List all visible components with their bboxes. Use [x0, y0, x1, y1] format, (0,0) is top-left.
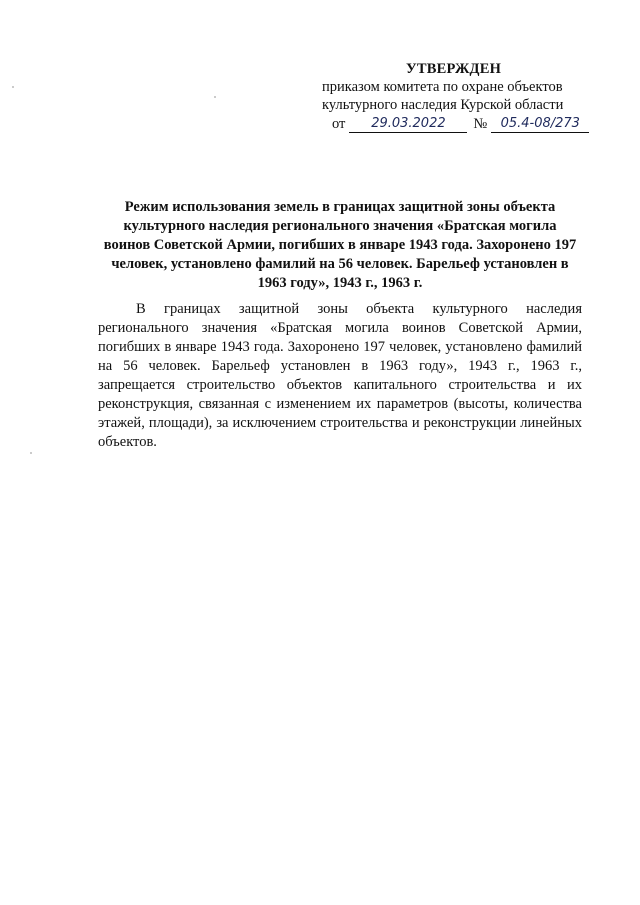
order-issuer-line-1: приказом комитета по охране объектов [322, 79, 563, 95]
approved-heading: УТВЕРЖДЕН [406, 61, 502, 77]
scan-speck [30, 452, 32, 454]
scan-speck [12, 86, 14, 88]
approval-stamp-block [322, 60, 622, 133]
order-date-number-row [322, 115, 622, 133]
scan-speck [214, 96, 216, 98]
document-title: Режим использования земель в границах защитной зоны объекта культурного наследия регионального значения «Братская могила воинов Советской Армии, погибших в январе 1943 года. Захоронено 197 человек, установлено фамилий на 56 человек. Барельеф установлен в 1963 году», 1943 г., 1963 г. [103, 199, 577, 291]
number-sign: № [473, 116, 488, 132]
body-paragraph: В границах защитной зоны объекта культурного наследия регионального значения «Братская могила воинов Советской Армии, погибших в январе 1943 года. Захоронено 197 человек, установлено фамилий на 56 человек. Барельеф установлен в 1963 году», 1943 г., 1963 г., запрещается строительство объектов капитального строительства и их реконструкция, связанная с изменением их параметров (высоты, количества этажей, площади), за исключением строительства и реконструкции линейных объектов. [98, 301, 582, 450]
from-label: от [332, 116, 346, 132]
handwritten-order-date: 29.03.2022 [349, 116, 467, 133]
order-issuer-line-2: культурного наследия Курской области [322, 97, 564, 113]
handwritten-order-number: 05.4-08/273 [491, 116, 589, 133]
